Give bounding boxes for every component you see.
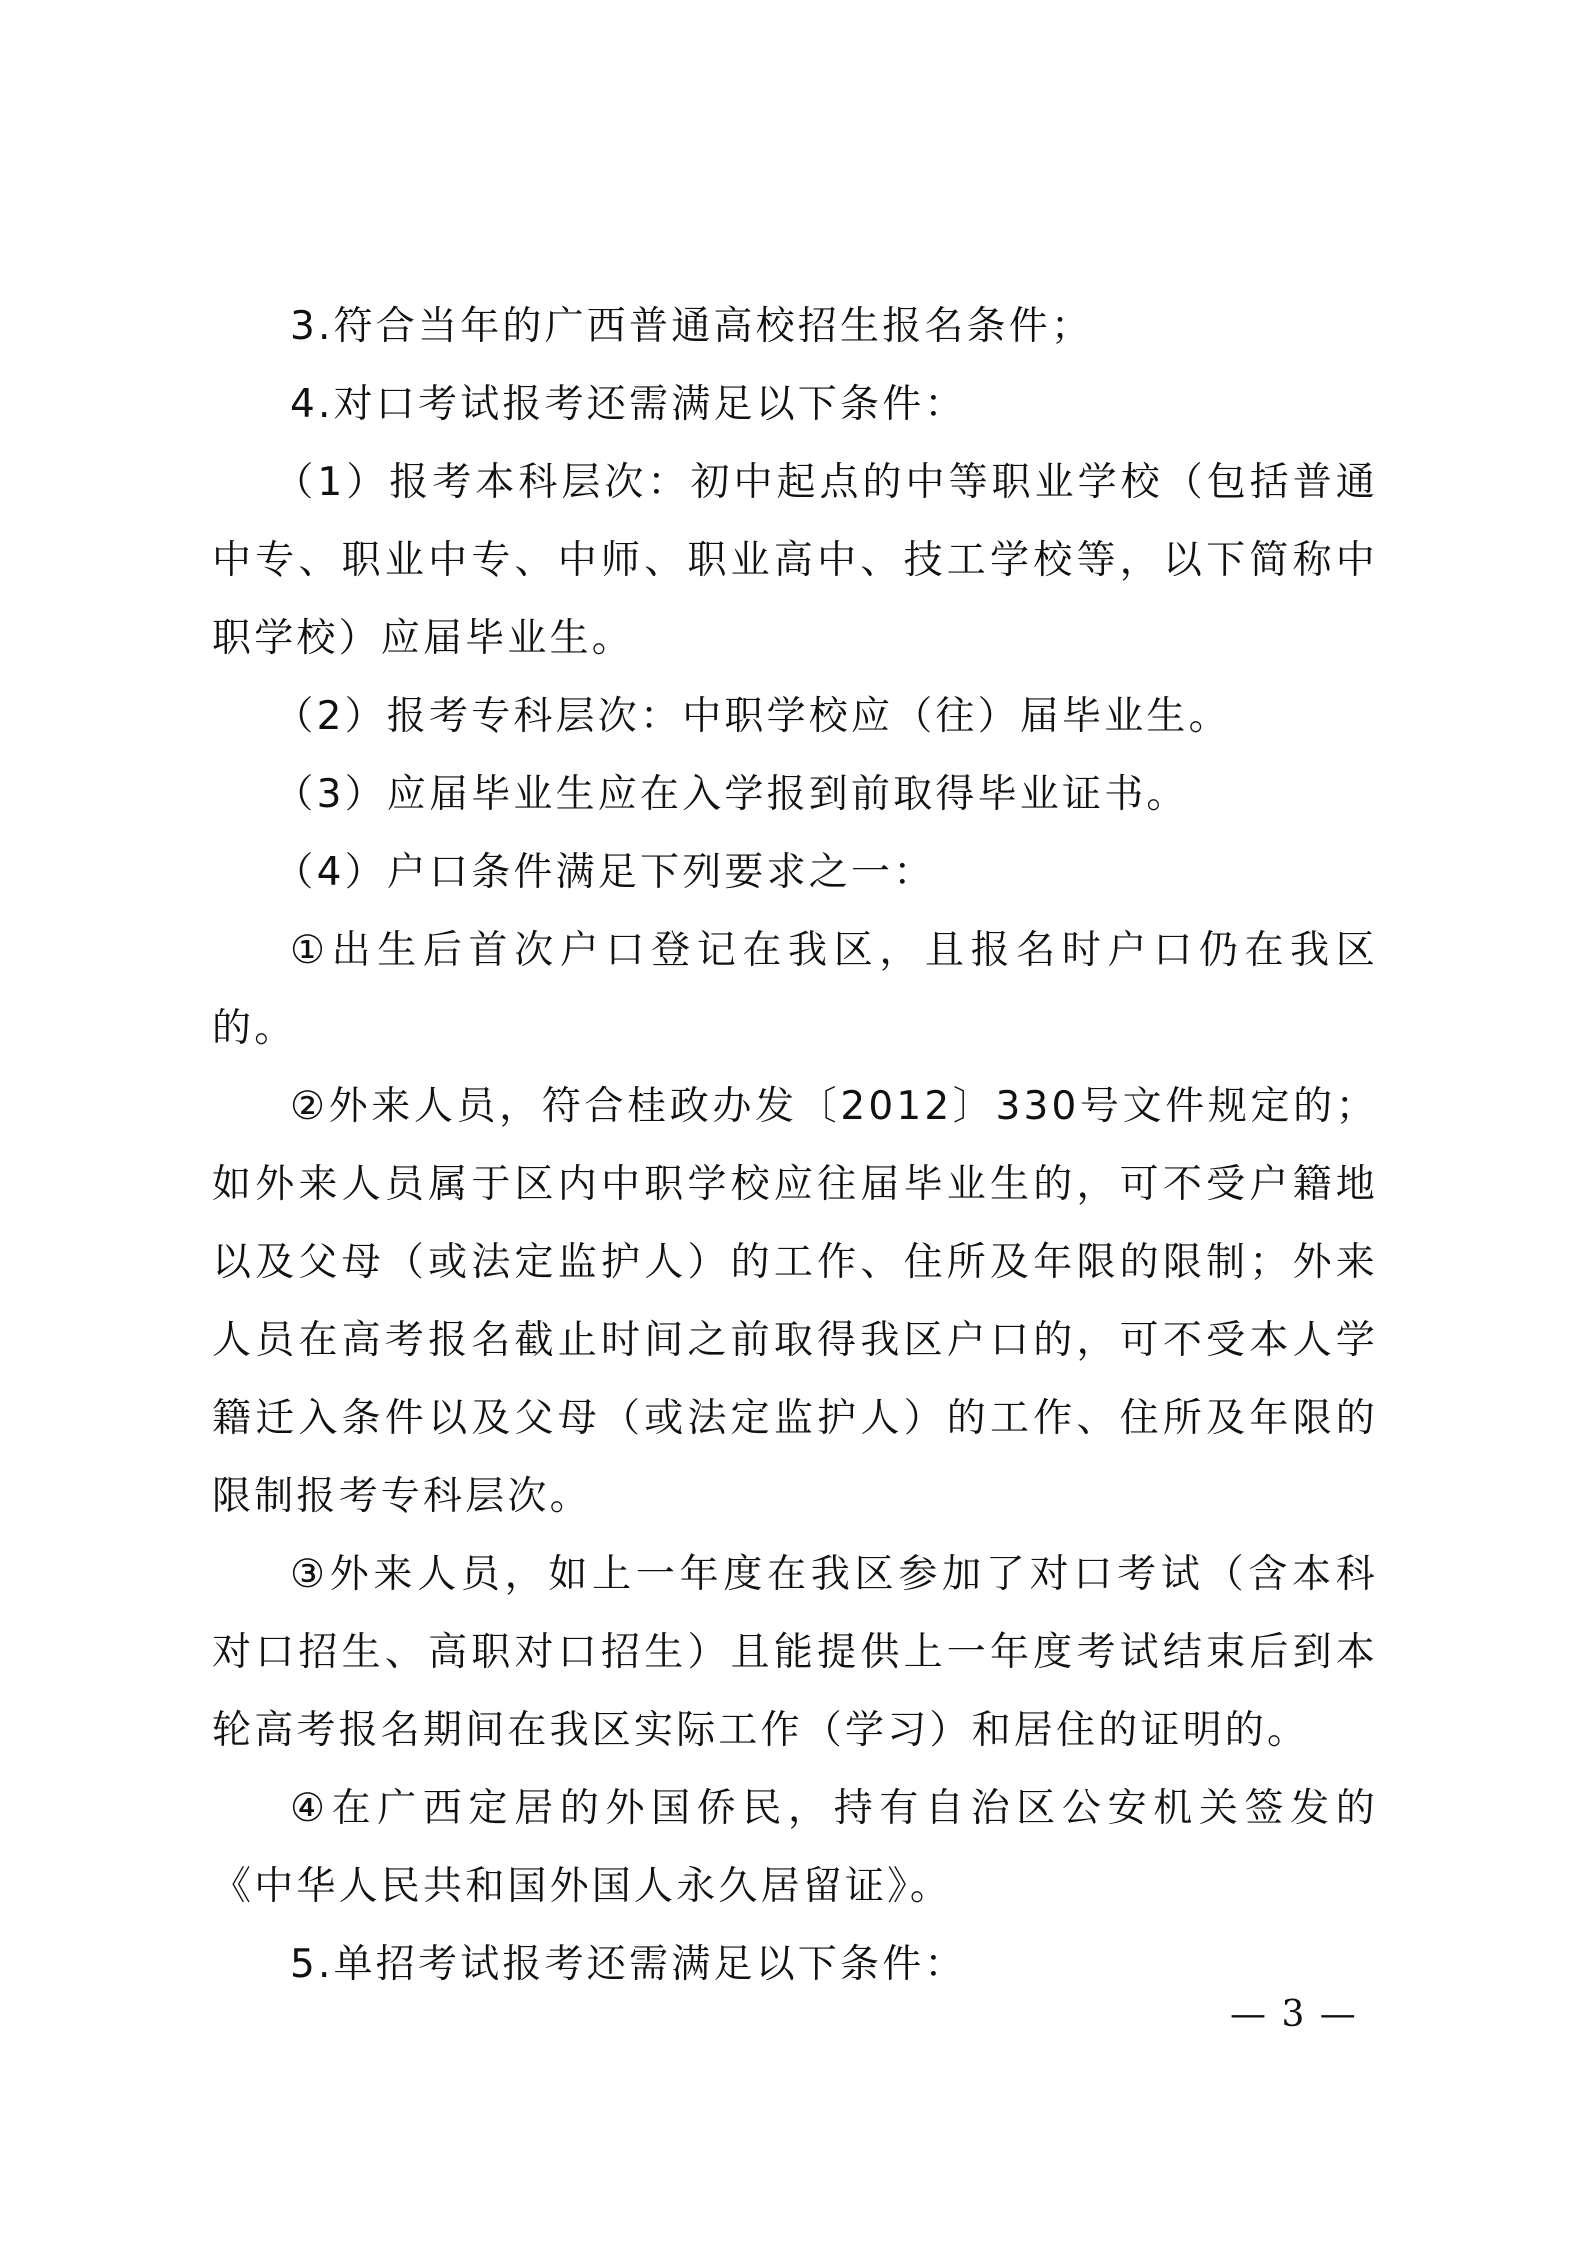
paragraph-condition-3: ③外来人员，如上一年度在我区参加了对口考试（含本科对口招生、高职对口招生）且能提供上一年度考试结束后到本轮高考报名期间在我区实际工作（学习）和居住的证明的。: [212, 1552, 1378, 1753]
paragraph-undergraduate-level: （1）报考本科层次：初中起点的中等职业学校（包括普通中专、职业中专、中师、职业高中、技工学校等，以下简称中职学校）应届毕业生。: [212, 460, 1378, 661]
paragraph-condition-1: ①出生后首次户口登记在我区，且报名时户口仍在我区的。: [212, 928, 1378, 1051]
paragraph-item-5: 5.单招考试报考还需满足以下条件：: [290, 1942, 967, 1987]
paragraph-graduation-certificate: （3）应届毕业生应在入学报到前取得毕业证书。: [274, 772, 1189, 817]
paragraph-household-conditions: （4）户口条件满足下列要求之一：: [274, 850, 936, 895]
paragraph-item-3: 3.符合当年的广西普通高校招生报名条件；: [290, 304, 1094, 349]
paragraph-condition-4: ④在广西定居的外国侨民，持有自治区公安机关签发的《中华人民共和国外国人永久居留证》。: [212, 1786, 1378, 1909]
page-number: — 3 —: [1230, 1994, 1358, 2035]
paragraph-item-4: 4.对口考试报考还需满足以下条件：: [290, 382, 967, 427]
document-body: [212, 288, 1378, 2004]
paragraph-junior-college-level: （2）报考专科层次：中职学校应（往）届毕业生。: [274, 694, 1231, 739]
paragraph-condition-2: ②外来人员，符合桂政办发〔2012〕330号文件规定的；如外来人员属于区内中职学校应往届毕业生的，可不受户籍地以及父母（或法定监护人）的工作、住所及年限的限制；外来人员在高考报名截止时间之前取得我区户口的，可不受本人学籍迁入条件以及父母（或法定监护人）的工作、住所及年限的限制报考专科层次。: [212, 1084, 1378, 1519]
